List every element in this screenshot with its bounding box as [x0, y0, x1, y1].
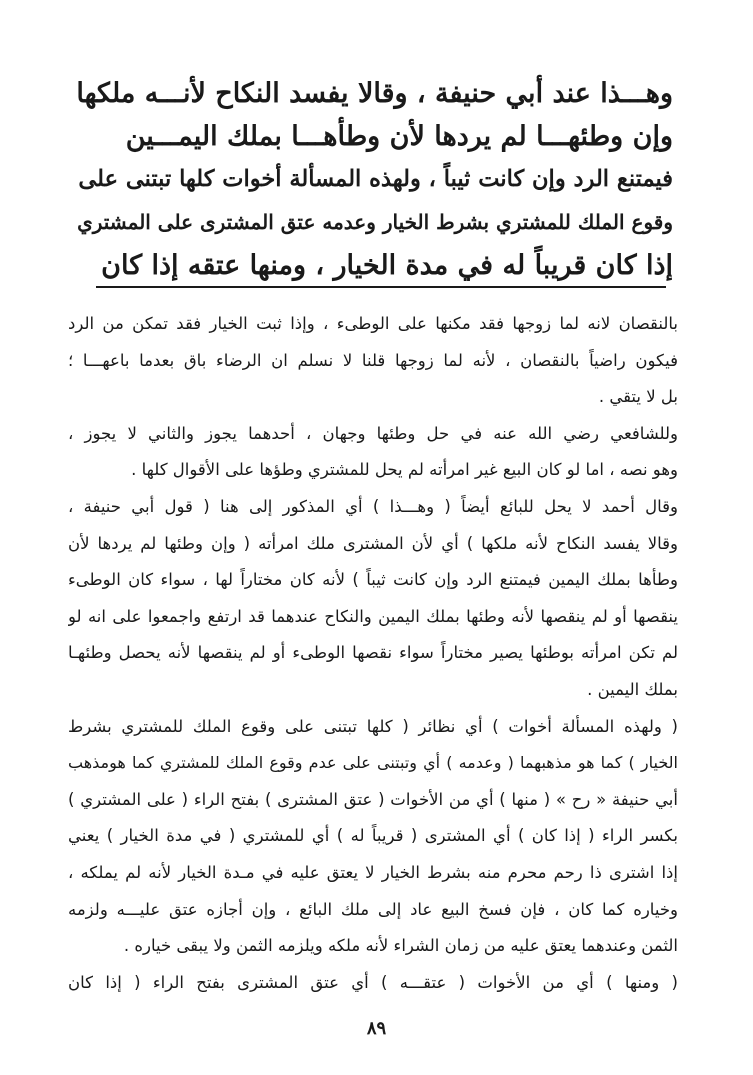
main-text-line: إذا كان قريباً له في مدة الخيار ، ومنها عتقه إذا كان	[101, 250, 673, 281]
page-number: ٨٩	[366, 1018, 387, 1039]
commentary-line: وقال أحمد لا يحل للبائع أيضاً ( وهـــذا ) أي المذكور إلى هنا ( قول أبي حنيفة ،	[68, 496, 678, 516]
commentary-line: وللشافعي رضي الله عنه في حل وطئها وجهان ، أحدهما يجوز والثاني لا يجوز ،	[68, 423, 678, 443]
commentary-line: الثمن وعندهما يعتق عليه من زمان الشراء لأنه ملكه ويلزمه الثمن ولا يبقى خياره .	[123, 936, 678, 956]
commentary-line: لم تكن امرأته بوطئها يصير مختاراً سواء نقصها الوطىء أو لم ينقصها لأنه يحصل وطئهـا	[68, 643, 678, 663]
main-text-line: وهـــذا عند أبي حنيفة ، وقالا يفسد النكاح لأنـــه ملكها	[76, 78, 673, 109]
commentary-line: إذا اشترى ذا رحم محرم منه بشرط الخيار لا يعتق عليه في مـدة الخيار لأنه لم يملكه ،	[68, 862, 678, 882]
commentary-line: أبي حنيفة « رح » ( منها ) أي من الأخوات ( عتق المشترى ) بفتح الراء ( على المشتري )	[68, 789, 678, 809]
commentary-line: وهو نصه ، اما لو كان البيع غير امرأته لم يحل للمشتري وطؤها على الأقوال كلها .	[131, 460, 678, 480]
main-text-line: وإن وطئهـــا لم يردها لأن وطأهـــا بملك اليمـــين	[125, 121, 673, 152]
commentary-line: ينقصها أو لم ينقصها لأنه وطئها بملك اليمين والنكاح عندهما قد ارتفع واجمعوا على انه لو	[68, 606, 678, 626]
commentary-line: بل لا يتقي .	[598, 387, 678, 407]
commentary-line: بالنقصان لانه لما زوجها فقد مكنها على الوطىء ، وإذا ثبت الخيار فقد تمكن من الرد	[68, 314, 678, 333]
main-text-block	[73, 72, 673, 287]
commentary-line: ( ومنها ) أي من الأخوات ( عتقـــه ) أي عتق المشترى بفتح الراء ( إذا كان	[68, 972, 678, 992]
commentary-line: فيكون راضياً بالنقصان ، لأنه لما زوجها قلنا لا نسلم ان الرضاء باق بعدما باعهـــا ؛	[68, 350, 678, 370]
commentary-line: وطأها بملك اليمين فيمتنع الرد وإن كانت ثيباً ) لأنه كان مختاراً لها ، سواء كان الوطىء	[68, 570, 678, 590]
section-divider	[96, 286, 666, 288]
main-text-line: وقوع الملك للمشتري بشرط الخيار وعدمه عتق المشترى على المشتري	[77, 210, 673, 234]
commentary-line: الخيار ) كما هو مذهبهما ( وعدمه ) أي وتبتنى على عدم وقوع الملك للمشتري كما هومذهب	[68, 753, 678, 773]
commentary-line: وخياره كما كان ، فإن فسخ البيع عاد إلى ملك البائع ، وإن أجازه عتق عليـــه ولزمه	[68, 899, 678, 919]
main-text-line: فيمتنع الرد وإن كانت ثيباً ، ولهذه المسألة أخوات كلها تبتنى على	[78, 166, 673, 192]
commentary-line: بكسر الراء ( إذا كان ) أي المشترى ( قريباً له ) أي للمشتري ( في مدة الخيار ) يعني	[68, 826, 678, 846]
commentary-line: وقالا يفسد النكاح لأنه ملكها ) أي لأن المشترى ملك امرأته ( وإن وطئها لم يردها لأن	[68, 533, 678, 553]
commentary-line: بملك اليمين .	[587, 679, 678, 699]
commentary-block	[68, 306, 678, 1001]
commentary-line: ( ولهذه المسألة أخوات ) أي نظائر ( كلها تبتنى على وقوع الملك للمشتري بشرط	[68, 716, 678, 736]
